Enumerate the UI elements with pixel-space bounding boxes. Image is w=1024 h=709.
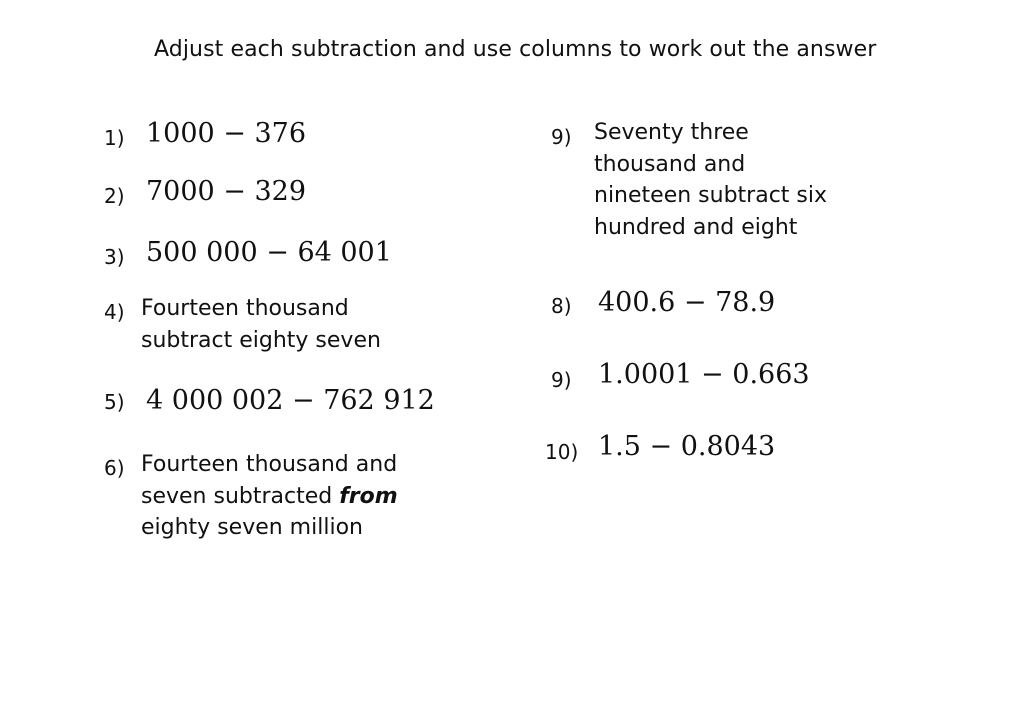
question-text-line: thousand and [594, 151, 746, 177]
question-number: 8) [551, 294, 572, 318]
question-text-line: Seventy three [594, 120, 749, 145]
question-text-line: hundred and eight [594, 214, 798, 240]
question-expression: 1.0001 − 0.663 [598, 359, 810, 390]
question-text-line: nineteen subtract six [594, 183, 827, 208]
question-expression: 500 000 − 64 001 [146, 237, 392, 268]
worksheet-title: Adjust each subtraction and use columns to work out the answer [154, 37, 877, 62]
question-expression: 1000 − 376 [146, 118, 307, 149]
question-number: 10) [545, 440, 579, 464]
question-text [141, 293, 381, 356]
question-text-line: Fourteen thousand and [141, 452, 398, 477]
question-text-line: subtract eighty seven [141, 327, 381, 353]
question-text-line [141, 481, 398, 513]
question-text-fragment: seven subtracted [141, 483, 340, 509]
question-text [141, 449, 398, 544]
question-expression: 4 000 002 − 762 912 [146, 385, 435, 416]
question-text-line: eighty seven million [141, 515, 363, 540]
question-text-line: Fourteen thousand [141, 296, 349, 321]
question-number: 4) [104, 300, 125, 324]
question-expression: 400.6 − 78.9 [598, 287, 776, 318]
emphasis-from: from [339, 483, 398, 509]
question-expression: 1.5 − 0.8043 [598, 431, 776, 462]
question-number: 9) [551, 125, 572, 149]
question-number: 1) [104, 126, 125, 150]
question-text [594, 117, 827, 243]
question-number: 9) [551, 368, 572, 392]
question-number: 3) [104, 245, 125, 269]
question-expression: 7000 − 329 [146, 176, 307, 207]
question-number: 6) [104, 456, 125, 480]
question-number: 2) [104, 184, 125, 208]
question-number: 5) [104, 390, 125, 414]
